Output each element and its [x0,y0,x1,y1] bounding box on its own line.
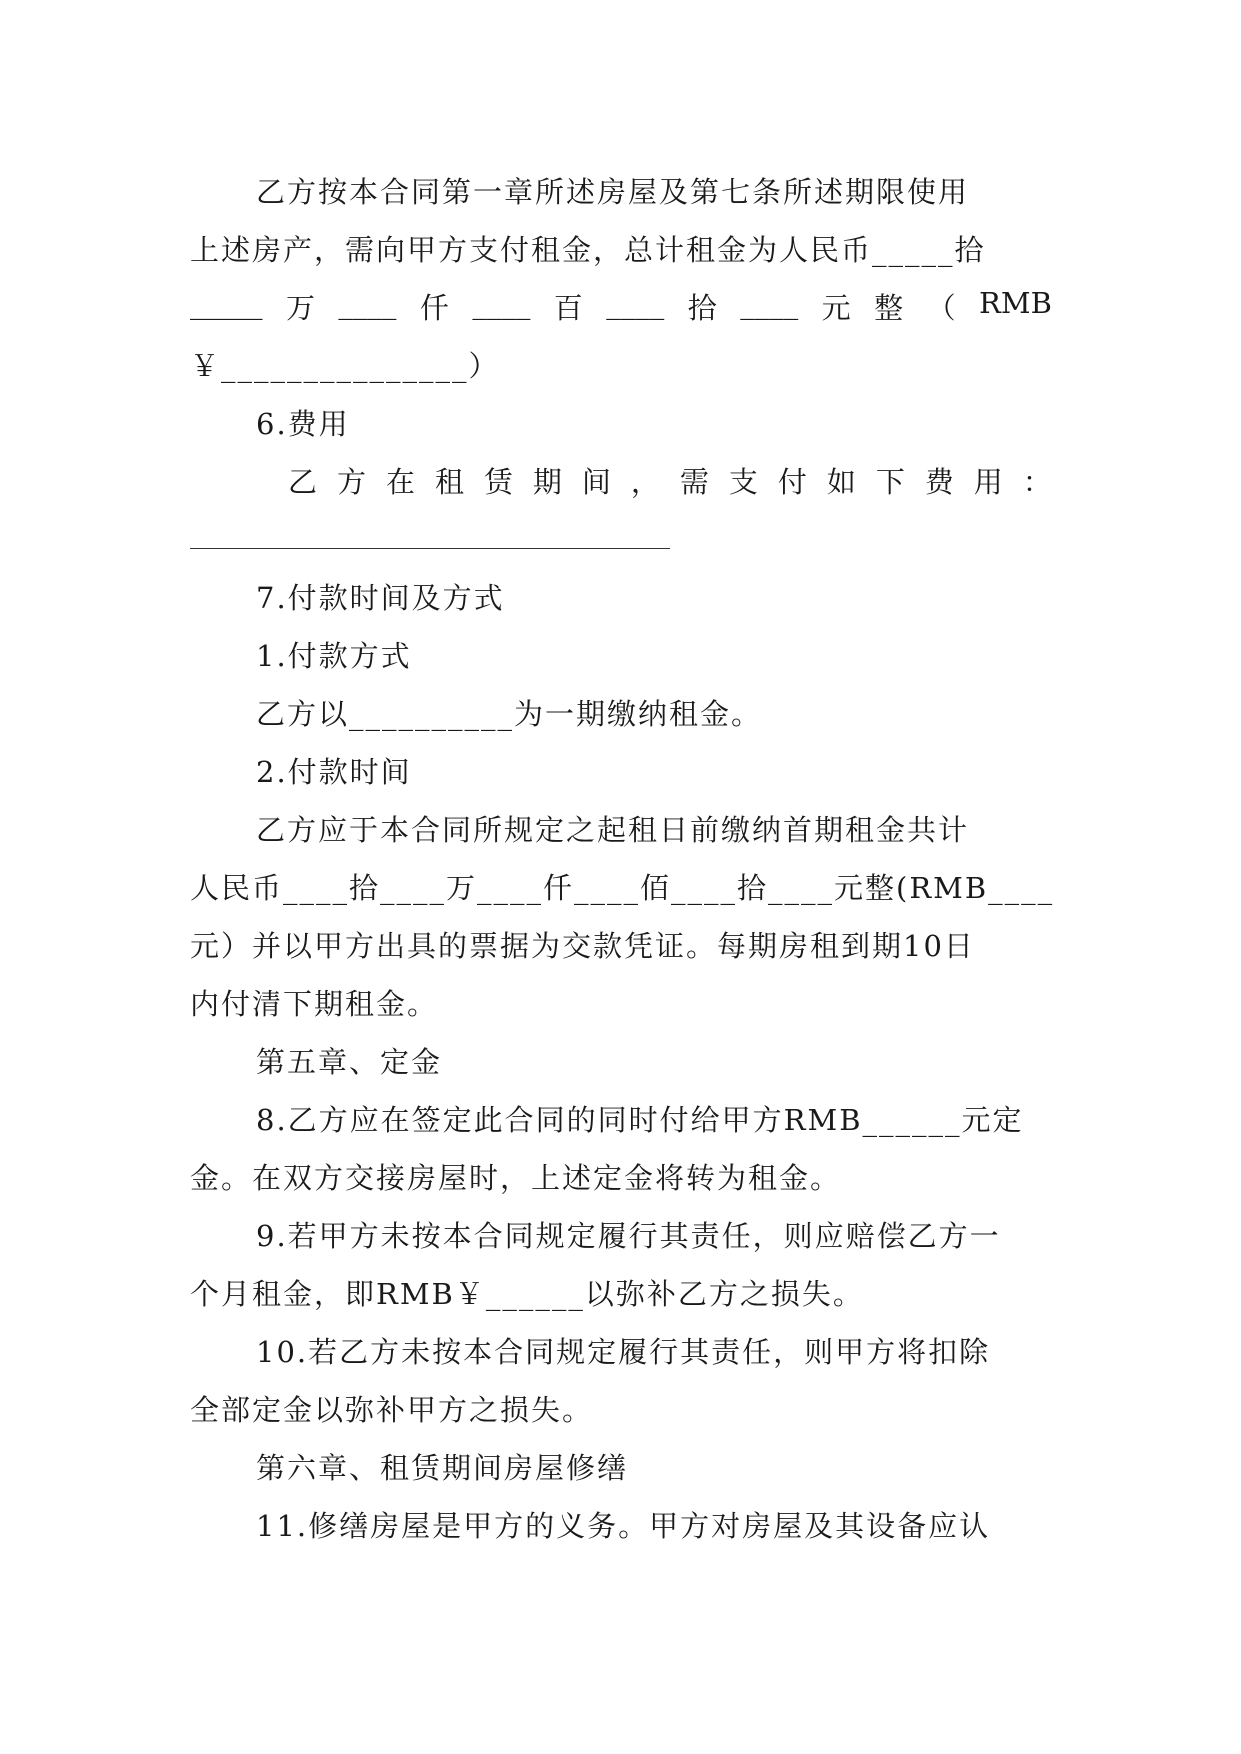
text-line: 10.若乙方未按本合同规定履行其责任，则甲方将扣除 [256,1335,991,1369]
section-heading: 7.付款时间及方式 [256,581,505,615]
subsection-heading: 1.付款方式 [256,639,412,673]
text-line: 金。在双方交接房屋时，上述定金将转为租金。 [190,1161,842,1195]
text-line: 乙方应于本合同所规定之起租日前缴纳首期租金共计 [256,813,970,847]
text-line: 6.费用 [256,407,350,441]
text-line: 9.若甲方未按本合同规定履行其责任，则应赔偿乙方一 [256,1219,1001,1253]
text-line: 内付清下期租金。 [190,987,439,1021]
text-line: 11.修缮房屋是甲方的义务。甲方对房屋及其设备应认 [256,1509,991,1543]
blank-underline [190,548,670,549]
chapter-heading: 第六章、租赁期间房屋修缮 [256,1451,629,1485]
text-line-justified: 乙 方 在 租 赁 期 间 ， 需 支 付 如 下 费 用 ： [288,465,1052,499]
text-line: 全部定金以弥补甲方之损失。 [190,1393,594,1427]
text-line: 元）并以甲方出具的票据为交款凭证。每期房租到期10日 [190,929,975,963]
text-line: 乙方按本合同第一章所述房屋及第七条所述期限使用 [256,175,970,209]
text-line: ￥_______________） [190,349,500,383]
text-line: 人民币____拾____万____仟____佰____拾____元整(RMB____ [190,871,1055,905]
text-line-justified: _____ 万 ____ 仟 ____ 百 ____ 拾 ____ 元 整 （ RMB [190,286,1052,325]
text-line: 上述房产，需向甲方支付租金，总计租金为人民币_____拾 [190,233,986,267]
text-line: 乙方以__________为一期缴纳租金。 [256,697,763,731]
subsection-heading: 2.付款时间 [256,755,412,789]
text-line: 8.乙方应在签定此合同的同时付给甲方RMB______元定 [256,1103,1024,1137]
chapter-heading: 第五章、定金 [256,1045,443,1079]
text-line: 个月租金，即RMB￥______以弥补乙方之损失。 [190,1277,864,1311]
